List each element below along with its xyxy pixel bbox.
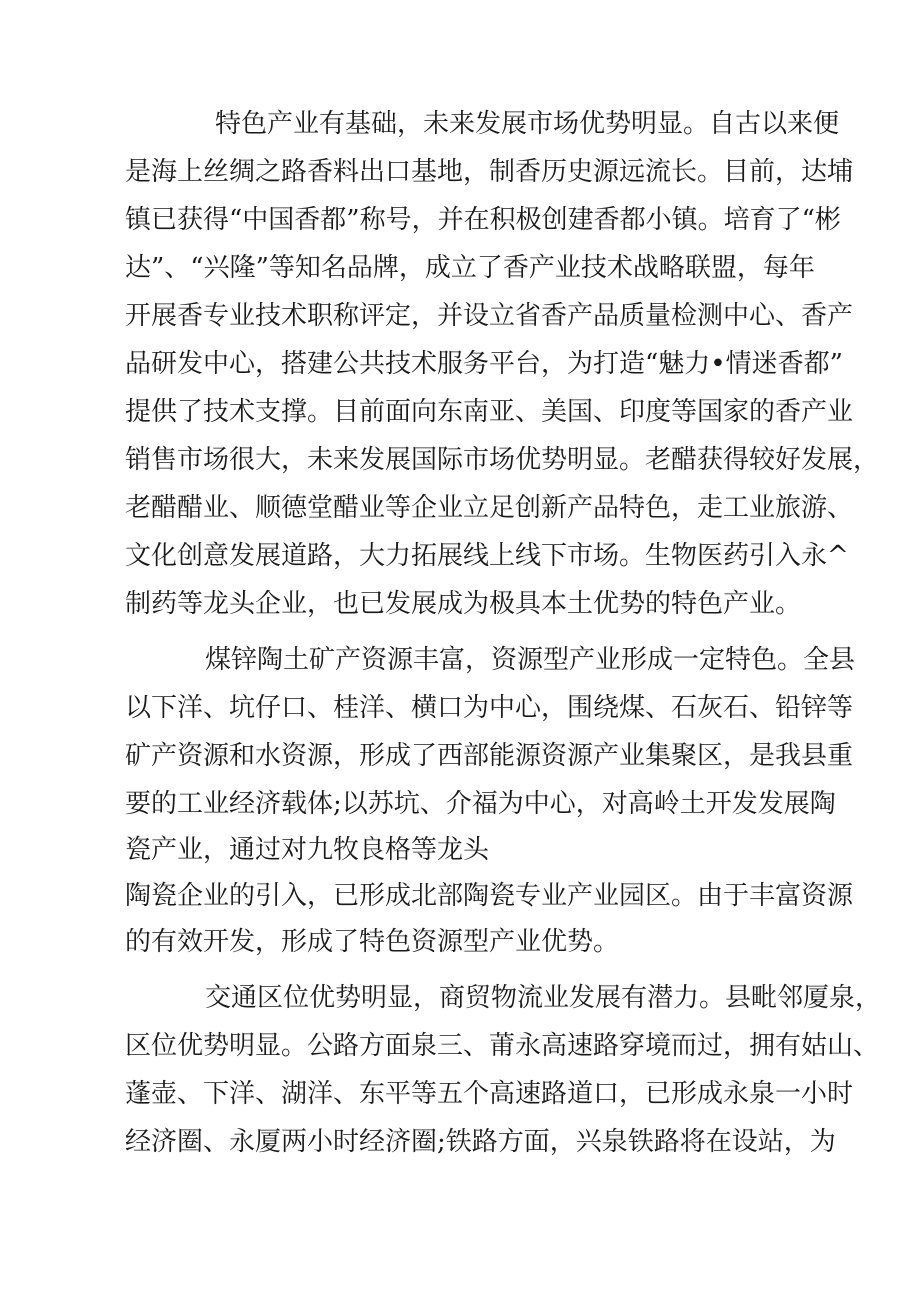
paragraph-1-line-7: 提供了技术支撑。目前面向东南亚、美国、印度等国家的香产业 xyxy=(125,397,854,427)
paragraph-1-line-3: 镇已获得“中国香都”称号，并在积极创建香都小镇。培育了“彬 xyxy=(125,205,841,235)
paragraph-2-line-6: 陶瓷企业的引入，已形成北部陶瓷专业产业园区。由于丰富资源 xyxy=(125,881,854,911)
paragraph-2-line-2: 以下洋、坑仔口、桂洋、横口为中心，围绕煤、石灰石、铅锌等 xyxy=(125,693,854,723)
paragraph-2-line-1: 煤锌陶土矿产资源丰富，资源型产业形成一定特色。全县 xyxy=(205,645,856,675)
paragraph-1-line-5: 开展香专业技术职称评定，并设立省香产品质量检测中心、香产 xyxy=(125,301,854,331)
paragraph-2-line-7: 的有效开发，形成了特色资源型产业优势。 xyxy=(125,927,620,957)
paragraph-1-line-4: 达”、“兴隆”等知名品牌，成立了香产业技术战略联盟，每年 xyxy=(125,253,815,283)
paragraph-3-line-1: 交通区位优势明显，商贸物流业发展有潜力。县毗邻厦泉， xyxy=(205,983,882,1013)
paragraph-3-line-2: 区位优势明显。公路方面泉三、莆永高速路穿境而过，拥有姑山、 xyxy=(125,1031,880,1061)
paragraph-1-line-10: 文化创意发展道路，大力拓展线上线下市场。生物医药引入永^ xyxy=(125,541,849,571)
paragraph-2-line-5: 瓷产业，通过对九牧良格等龙头 xyxy=(125,835,490,865)
paragraph-2-line-4: 要的工业经济载体;以苏坑、介福为中心，对高岭土开发发展陶 xyxy=(125,789,836,819)
paragraph-1-line-11: 制药等龙头企业，也已发展成为极具本土优势的特色产业。 xyxy=(125,589,802,619)
paragraph-3-line-3: 蓬壶、下洋、湖洋、东平等五个高速路道口，已形成永泉一小时 xyxy=(125,1079,854,1109)
paragraph-3-line-4: 经济圈、永厦两小时经济圈;铁路方面，兴泉铁路将在设站，为 xyxy=(125,1127,836,1157)
paragraph-1-line-9: 老醋醋业、顺德堂醋业等企业立足创新产品特色，走工业旅游、 xyxy=(125,493,854,523)
paragraph-1-line-1: 特色产业有基础，未来发展市场优势明显。自古以来便 xyxy=(215,109,840,139)
paragraph-1-line-6: 品研发中心，搭建公共技术服务平台，为打造“魅力•情迷香都” xyxy=(125,349,843,379)
paragraph-1-line-8: 销售市场很大，未来发展国际市场优势明显。老醋获得较好发展， xyxy=(125,445,880,475)
paragraph-2-line-3: 矿产资源和水资源，形成了西部能源资源产业集聚区，是我县重 xyxy=(125,741,854,771)
paragraph-1-line-2: 是海上丝绸之路香料出口基地，制香历史源远流长。目前，达埔 xyxy=(125,157,854,187)
